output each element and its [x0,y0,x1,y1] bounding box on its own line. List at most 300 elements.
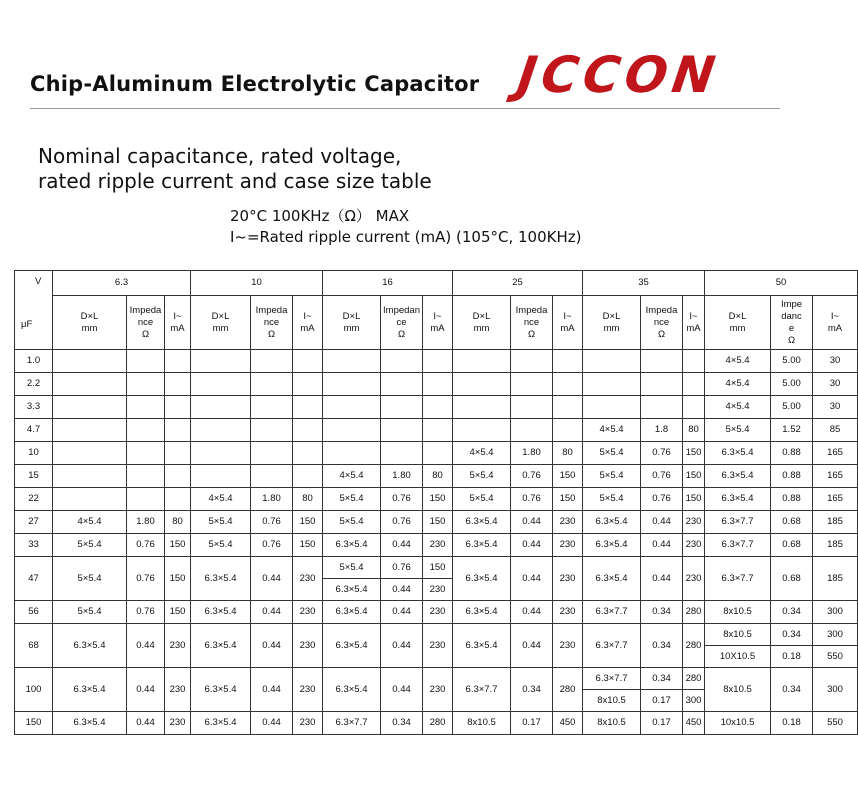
impedance-cell: 0.44 [381,624,423,668]
impedance-cell: 0.34 [511,668,553,712]
capacitance-cell: 150 [15,712,53,735]
ripple-cell [165,350,191,373]
ripple-cell: 230 [293,712,323,735]
ripple-cell [553,350,583,373]
header-text-line: mA [686,322,701,334]
size-cell: 4×5.4 [705,373,771,396]
size-cell [53,465,127,488]
size-cell: 8x10.5 [705,624,771,646]
ripple-cell [423,442,453,465]
size-cell: 6.3×7.7 [705,534,771,557]
subtitle-line-2: rated ripple current and case size table [38,169,432,193]
size-cell: 5×5.4 [323,488,381,511]
impedance-cell [381,442,423,465]
impedance-cell: 0.34 [381,712,423,735]
ripple-cell [165,373,191,396]
header-text-line: D×L [342,310,361,322]
ripple-cell: 230 [423,579,453,601]
impedance-column-header [641,296,683,350]
impedance-cell: 5.00 [771,373,813,396]
header-text-line: Impeda [255,304,288,316]
voltage-axis-label: V [35,276,42,287]
impedance-cell: 0.44 [251,624,293,668]
ripple-cell [165,396,191,419]
ripple-cell: 230 [165,668,191,712]
size-cell [191,419,251,442]
capacitance-cell: 22 [15,488,53,511]
header-text-line: nce [653,316,670,328]
capacitance-cell: 56 [15,601,53,624]
size-cell: 6.3×5.4 [705,488,771,511]
ripple-cell [683,373,705,396]
size-cell [191,373,251,396]
size-cell: 4×5.4 [583,419,641,442]
size-cell: 4×5.4 [191,488,251,511]
size-cell [191,396,251,419]
impedance-cell: 0.76 [251,534,293,557]
size-cell: 8x10.5 [583,690,641,712]
size-cell: 6.3×7.7 [583,624,641,668]
voltage-header-cell: 25 [453,271,583,296]
ripple-cell: 450 [553,712,583,735]
header-text-line: I~ [303,310,312,322]
impedance-cell [127,373,165,396]
size-cell: 6.3×5.4 [191,601,251,624]
impedance-cell: 1.80 [381,465,423,488]
size-cell: 8x10.5 [705,601,771,624]
impedance-cell [511,373,553,396]
ripple-cell: 280 [423,712,453,735]
impedance-cell: 1.8 [641,419,683,442]
header-text-line: D×L [472,310,491,322]
ripple-cell: 300 [813,624,858,646]
header-text-line: nce [137,316,154,328]
size-cell: 6.3×5.4 [453,511,511,534]
impedance-cell: 1.80 [511,442,553,465]
size-cell: 6.3×5.4 [191,668,251,712]
ripple-cell [293,442,323,465]
ripple-cell: 230 [553,601,583,624]
corner-header-cell [15,271,53,350]
size-column-header [583,296,641,350]
impedance-cell: 0.44 [381,579,423,601]
size-cell [453,373,511,396]
ripple-cell [293,396,323,419]
impedance-cell: 0.76 [381,557,423,579]
impedance-cell [251,419,293,442]
capacitance-cell: 68 [15,624,53,668]
impedance-cell: 5.00 [771,350,813,373]
ripple-cell [423,373,453,396]
ripple-cell [165,442,191,465]
ripple-cell: 230 [293,557,323,601]
ripple-cell [683,350,705,373]
size-cell: 6.3×7.7 [453,668,511,712]
impedance-cell: 0.76 [641,442,683,465]
capacitance-cell: 2.2 [15,373,53,396]
impedance-cell: 0.18 [771,646,813,668]
size-cell: 8x10.5 [453,712,511,735]
impedance-cell: 0.76 [641,465,683,488]
impedance-cell: 0.68 [771,534,813,557]
size-cell [323,442,381,465]
ripple-cell: 150 [293,534,323,557]
impedance-cell: 0.76 [381,511,423,534]
impedance-cell [511,419,553,442]
impedance-cell [381,373,423,396]
header-text-line: I~ [173,310,182,322]
header-text-line: Ω [397,328,406,340]
ripple-cell: 150 [683,465,705,488]
size-cell: 10X10.5 [705,646,771,668]
ripple-cell: 230 [553,557,583,601]
size-cell: 6.3×5.4 [583,557,641,601]
impedance-cell: 0.44 [127,712,165,735]
size-cell [53,350,127,373]
size-cell: 4×5.4 [705,350,771,373]
ripple-cell: 150 [423,557,453,579]
size-cell [53,373,127,396]
page-title: Chip-Aluminum Electrolytic Capacitor [30,72,480,96]
impedance-cell: 0.76 [127,534,165,557]
header-text-line: mm [343,322,360,334]
capacitance-cell: 100 [15,668,53,712]
header-text-line: Impedan [383,304,420,316]
voltage-header-cell: 16 [323,271,453,296]
ripple-cell: 30 [813,373,858,396]
impedance-cell [127,442,165,465]
impedance-cell: 0.44 [381,601,423,624]
header-text-line: ce [396,316,407,328]
impedance-cell: 0.44 [511,534,553,557]
impedance-cell: 0.76 [127,601,165,624]
impedance-cell: 0.44 [511,511,553,534]
size-cell: 6.3×5.4 [583,511,641,534]
header-text-line: D×L [211,310,230,322]
impedance-column-header [381,296,423,350]
size-cell [53,419,127,442]
ripple-cell: 230 [553,624,583,668]
size-cell: 6.3×5.4 [323,579,381,601]
ripple-cell: 550 [813,712,858,735]
ripple-cell: 230 [423,601,453,624]
size-cell: 5×5.4 [53,557,127,601]
voltage-header-cell: 50 [705,271,858,296]
size-cell: 6.3×5.4 [705,442,771,465]
header-text-line: I~ [563,310,572,322]
header-text-line: D×L [728,310,747,322]
impedance-cell: 0.34 [641,624,683,668]
impedance-cell: 0.76 [381,488,423,511]
ripple-cell: 80 [423,465,453,488]
size-column-header [323,296,381,350]
impedance-cell: 0.44 [127,624,165,668]
impedance-cell [251,442,293,465]
ripple-column-header [683,296,705,350]
ripple-cell [293,465,323,488]
impedance-cell: 0.76 [641,488,683,511]
ripple-cell: 80 [293,488,323,511]
ripple-cell: 80 [683,419,705,442]
ripple-cell: 150 [683,442,705,465]
size-cell: 6.3×5.4 [453,601,511,624]
header-text-line: D×L [80,310,99,322]
header-text-line: mA [170,322,185,334]
size-cell [583,396,641,419]
ripple-cell: 230 [293,624,323,668]
size-cell: 6.3×5.4 [53,668,127,712]
size-cell: 6.3×7.7 [705,557,771,601]
header-text-line: mm [212,322,229,334]
size-cell: 6.3×5.4 [323,668,381,712]
subtitle-line-1: Nominal capacitance, rated voltage, [38,144,402,168]
ripple-cell: 150 [165,557,191,601]
impedance-cell [511,396,553,419]
header-text-line: mA [827,322,843,334]
ripple-cell [553,419,583,442]
brand-logo: JCCON [513,46,724,104]
impedance-cell: 0.44 [511,624,553,668]
header-text-line: mm [81,322,98,334]
size-cell [53,488,127,511]
impedance-cell: 0.44 [251,557,293,601]
voltage-header-cell: 35 [583,271,705,296]
ripple-cell: 80 [165,511,191,534]
header-text-line: mA [300,322,315,334]
header-text-line: e [788,322,795,334]
impedance-cell: 0.44 [251,712,293,735]
ripple-cell: 30 [813,350,858,373]
size-cell: 5×5.4 [323,511,381,534]
header-text-line: Ω [141,328,150,340]
capacitance-cell: 15 [15,465,53,488]
ripple-cell: 150 [165,534,191,557]
ripple-cell: 230 [683,511,705,534]
impedance-cell: 0.44 [381,534,423,557]
impedance-cell: 0.44 [251,668,293,712]
size-cell: 6.3×5.4 [705,465,771,488]
ripple-cell: 230 [553,534,583,557]
size-cell [53,396,127,419]
impedance-cell [381,350,423,373]
voltage-header-cell: 10 [191,271,323,296]
impedance-column-header [127,296,165,350]
ripple-cell: 230 [423,624,453,668]
impedance-cell: 1.80 [127,511,165,534]
capacitance-cell: 4.7 [15,419,53,442]
header-text-line: nce [263,316,280,328]
size-column-header [705,296,771,350]
ripple-column-header [423,296,453,350]
size-cell: 5×5.4 [53,534,127,557]
size-cell: 4×5.4 [323,465,381,488]
ripple-column-header [813,296,858,350]
ripple-cell [423,350,453,373]
title-divider [30,108,780,109]
size-cell: 6.3×7.7 [323,712,381,735]
size-cell: 4×5.4 [453,442,511,465]
size-cell [583,350,641,373]
ripple-cell: 150 [165,601,191,624]
size-column-header [53,296,127,350]
impedance-cell: 0.34 [771,624,813,646]
size-cell: 5×5.4 [323,557,381,579]
impedance-column-header [251,296,293,350]
impedance-cell: 0.88 [771,465,813,488]
impedance-cell: 0.44 [641,534,683,557]
ripple-cell [165,419,191,442]
size-cell: 6.3×5.4 [191,557,251,601]
size-cell [323,350,381,373]
header-text-line: D×L [602,310,621,322]
header-text-line: mm [729,322,746,334]
size-cell: 4×5.4 [53,511,127,534]
size-cell [583,373,641,396]
impedance-cell [127,350,165,373]
ripple-cell: 230 [165,624,191,668]
ripple-cell: 165 [813,488,858,511]
size-cell: 5×5.4 [583,488,641,511]
impedance-cell [251,373,293,396]
impedance-cell: 0.17 [641,690,683,712]
impedance-cell: 0.68 [771,511,813,534]
impedance-cell: 0.44 [511,557,553,601]
ripple-cell: 150 [553,488,583,511]
impedance-cell: 0.76 [511,465,553,488]
impedance-cell [641,350,683,373]
impedance-cell: 0.76 [511,488,553,511]
ripple-cell: 280 [553,668,583,712]
size-column-header [191,296,251,350]
size-cell: 6.3×5.4 [323,624,381,668]
ripple-cell [293,350,323,373]
impedance-cell [251,396,293,419]
size-cell: 5×5.4 [53,601,127,624]
ripple-cell: 230 [423,668,453,712]
impedance-cell: 0.88 [771,442,813,465]
impedance-cell: 0.18 [771,712,813,735]
impedance-cell [127,465,165,488]
size-cell [323,419,381,442]
size-cell: 5×5.4 [453,488,511,511]
size-cell [323,396,381,419]
size-cell: 6.3×5.4 [323,534,381,557]
impedance-cell: 1.52 [771,419,813,442]
impedance-cell: 0.17 [641,712,683,735]
ripple-cell [423,396,453,419]
size-cell: 4×5.4 [705,396,771,419]
header-text-line: I~ [830,310,840,322]
impedance-cell: 0.88 [771,488,813,511]
size-cell [323,373,381,396]
impedance-cell: 0.76 [127,557,165,601]
size-cell [191,465,251,488]
ripple-cell [165,465,191,488]
size-cell: 8x10.5 [705,668,771,712]
ripple-cell: 150 [553,465,583,488]
impedance-cell: 0.44 [641,557,683,601]
ripple-cell: 230 [683,534,705,557]
impedance-cell: 0.34 [641,601,683,624]
impedance-cell [127,419,165,442]
size-cell: 5×5.4 [191,511,251,534]
impedance-cell: 0.44 [511,601,553,624]
header-text-line: Impeda [129,304,162,316]
ripple-cell: 165 [813,442,858,465]
impedance-cell: 0.76 [251,511,293,534]
ripple-cell: 150 [423,488,453,511]
size-cell: 5×5.4 [583,442,641,465]
size-cell: 6.3×5.4 [53,712,127,735]
size-cell: 5×5.4 [191,534,251,557]
ripple-cell: 300 [683,690,705,712]
size-cell: 6.3×5.4 [53,624,127,668]
size-cell: 8x10.5 [583,712,641,735]
header-text-line: mA [430,322,445,334]
header-text-line: mm [473,322,490,334]
ripple-cell: 230 [293,601,323,624]
ripple-cell [553,396,583,419]
voltage-header-cell: 6.3 [53,271,191,296]
capacitance-cell: 10 [15,442,53,465]
impedance-cell: 0.44 [381,668,423,712]
impedance-cell [127,488,165,511]
impedance-cell: 0.44 [127,668,165,712]
size-cell [53,442,127,465]
size-cell: 6.3×5.4 [453,624,511,668]
ripple-column-header [165,296,191,350]
header-text-line: Ω [527,328,536,340]
impedance-cell [251,465,293,488]
ripple-cell [165,488,191,511]
size-cell [453,350,511,373]
size-cell: 6.3×5.4 [453,534,511,557]
ripple-cell: 85 [813,419,858,442]
impedance-cell [251,350,293,373]
impedance-cell [511,350,553,373]
ripple-cell [293,373,323,396]
impedance-cell: 0.34 [771,668,813,712]
impedance-cell [381,419,423,442]
capacitance-cell: 3.3 [15,396,53,419]
ripple-cell [423,419,453,442]
ripple-cell: 230 [165,712,191,735]
impedance-cell: 0.17 [511,712,553,735]
capacitor-spec-table [14,270,858,735]
ripple-cell: 280 [683,601,705,624]
impedance-cell: 0.44 [641,511,683,534]
impedance-cell [641,396,683,419]
header-text-line: I~ [689,310,698,322]
impedance-cell: 0.44 [251,601,293,624]
size-cell: 6.3×7.7 [583,668,641,690]
header-text-line: mm [603,322,620,334]
impedance-cell: 1.80 [251,488,293,511]
impedance-cell: 0.34 [641,668,683,690]
size-column-header [453,296,511,350]
impedance-cell: 5.00 [771,396,813,419]
capacitance-cell: 47 [15,557,53,601]
ripple-cell: 300 [813,668,858,712]
header-text-line: Ω [267,328,276,340]
size-cell: 5×5.4 [705,419,771,442]
size-cell: 6.3×5.4 [323,601,381,624]
capacitance-cell: 27 [15,511,53,534]
header-text-line: Impeda [645,304,678,316]
impedance-cell [381,396,423,419]
size-cell: 5×5.4 [453,465,511,488]
size-cell: 5×5.4 [583,465,641,488]
